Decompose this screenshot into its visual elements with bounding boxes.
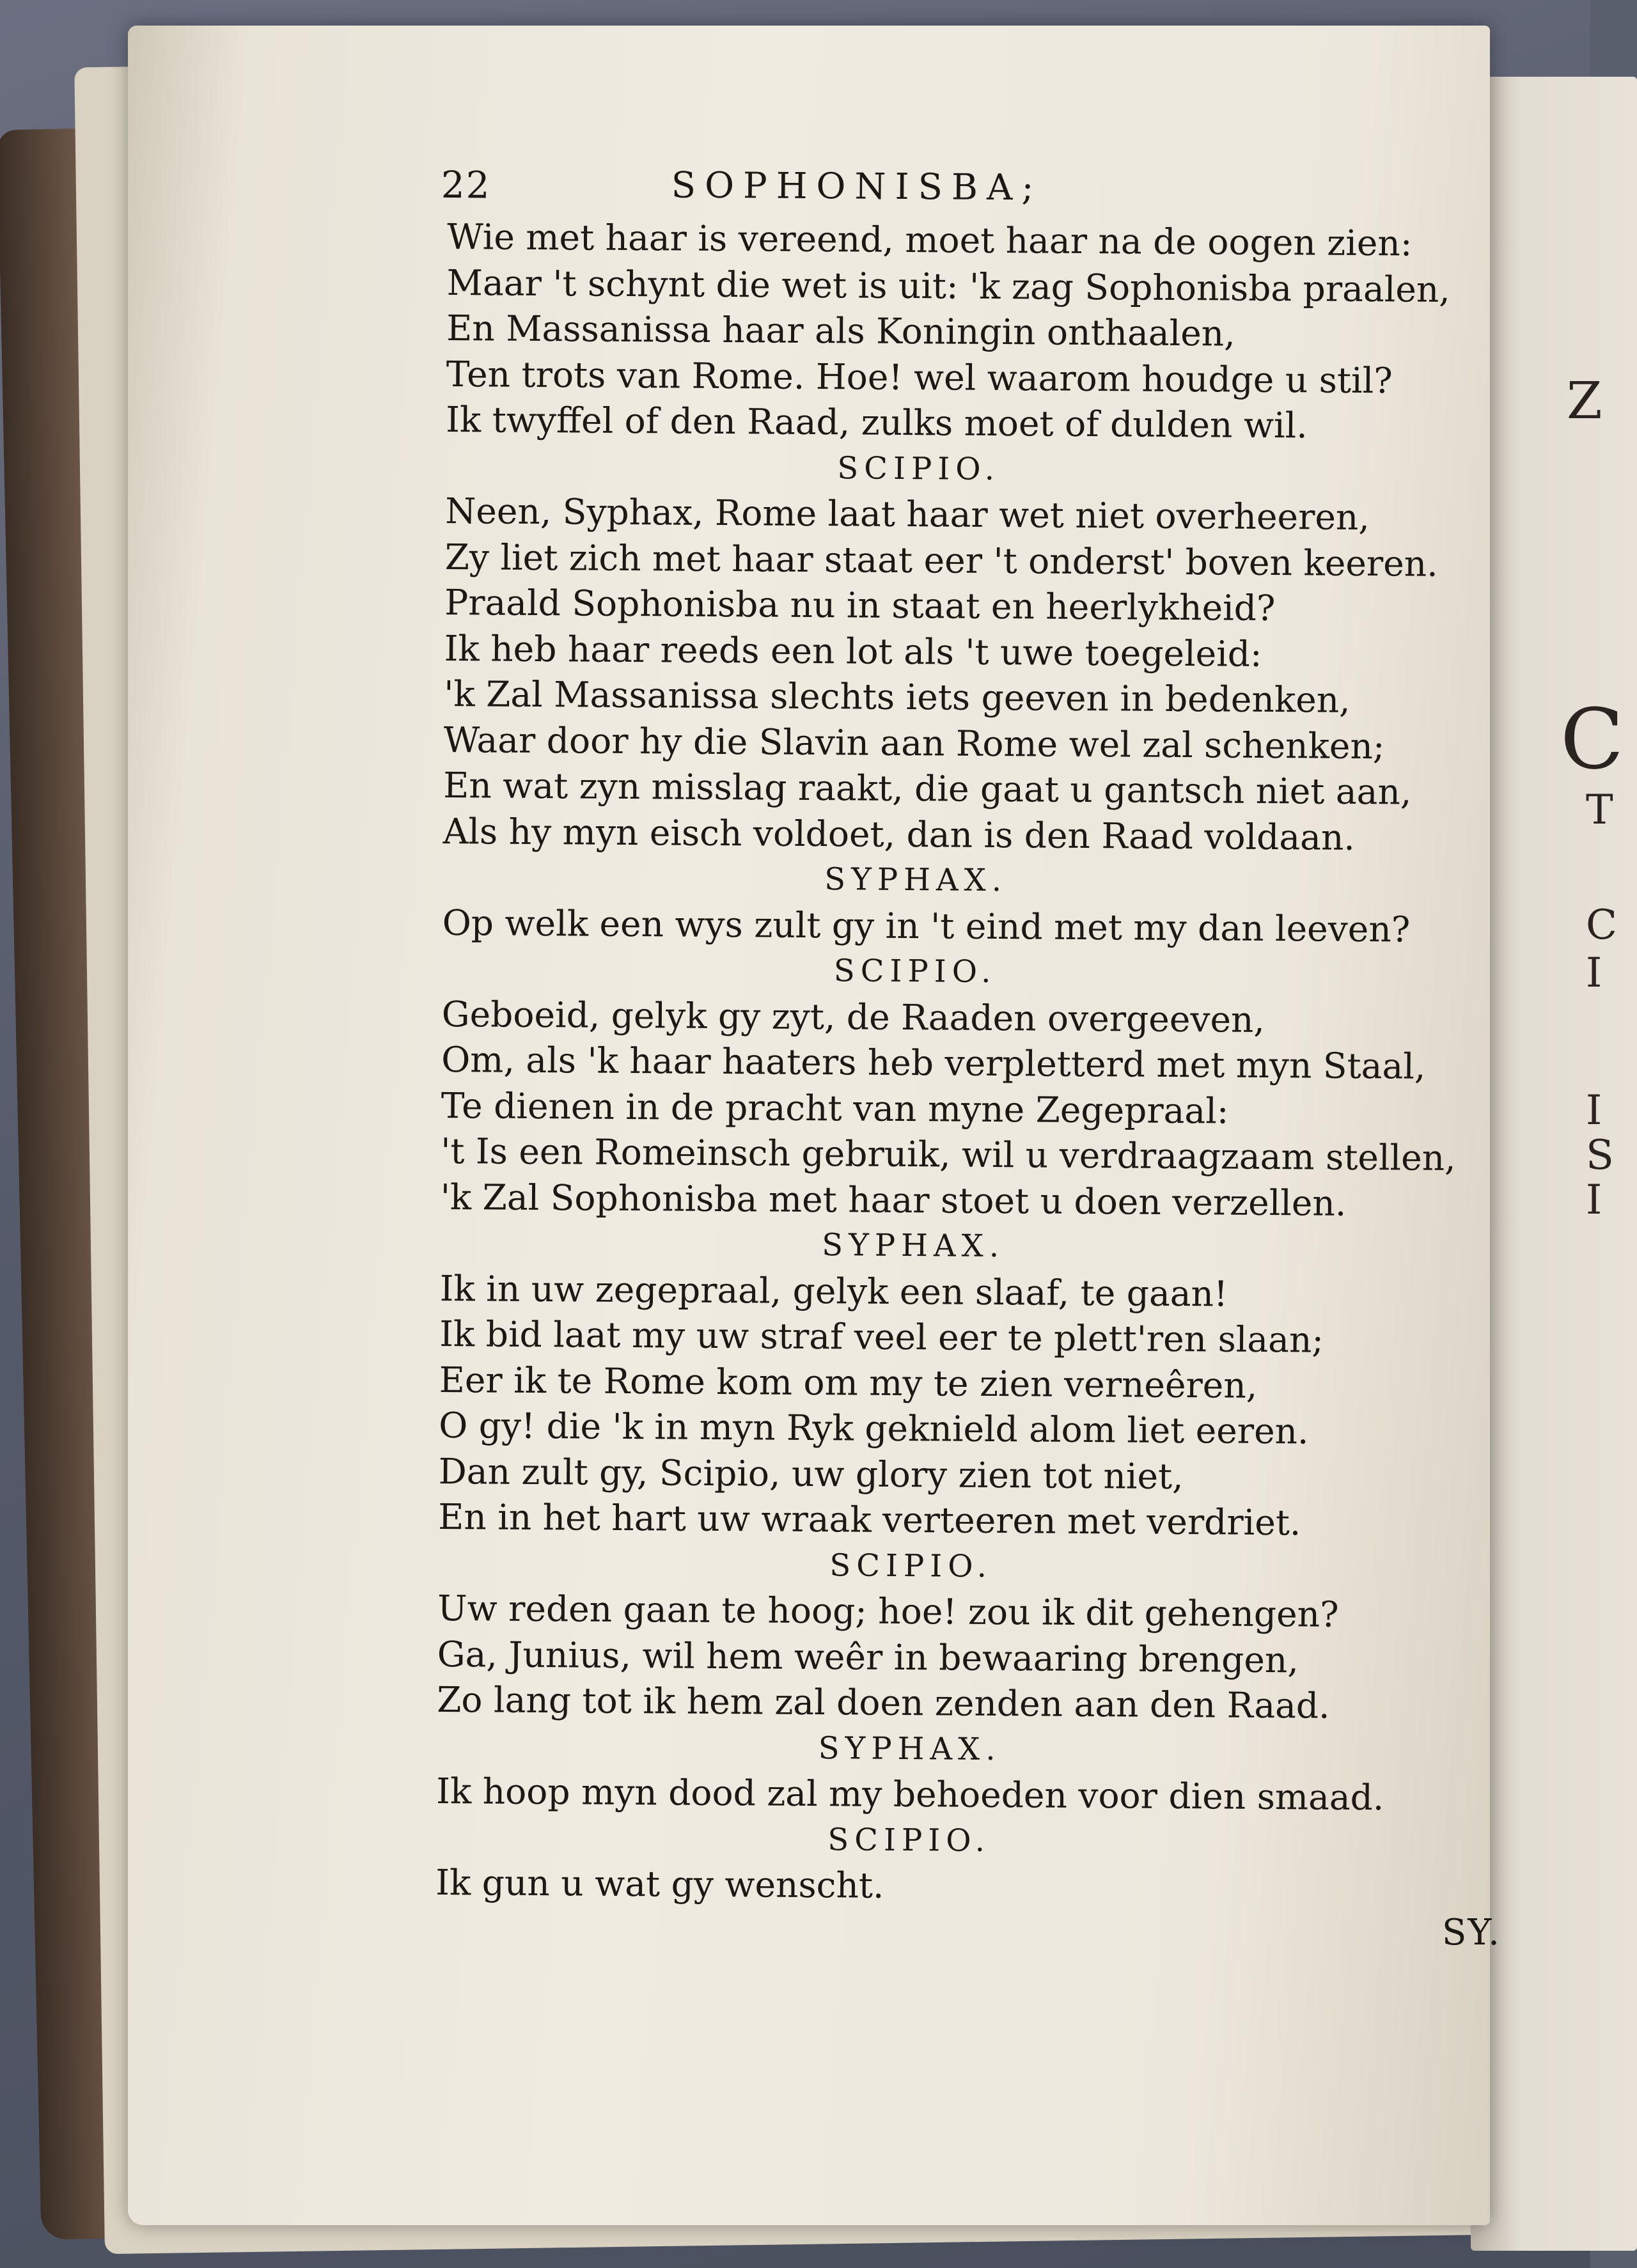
verse-line: Ik in uw zegepraal, gelyk een slaaf, te gaan! (439, 1267, 1228, 1315)
speaker-heading: SCIPIO. (829, 1547, 993, 1584)
verse-line: 'k Zal Sophonisba met haar stoet u doen verzellen. (440, 1176, 1347, 1224)
verse-line: 't Is een Romeinsch gebruik, wil u verdraagzaam stellen, (440, 1130, 1456, 1179)
speaker-heading: SYPHAX. (822, 1227, 1005, 1265)
verse-line: Ik twyffel of den Raad, zulks moet of dulden wil. (445, 398, 1308, 446)
speaker-heading: SCIPIO. (827, 1821, 991, 1859)
facing-glyph: Z (1567, 371, 1602, 430)
verse-line: Te dienen in de pracht van myne Zegepraal: (441, 1084, 1229, 1132)
verse-line: Praald Sophonisba nu in staat en heerlykheid? (444, 581, 1276, 629)
verse-line: Wie met haar is vereend, moet haar na de oogen zien: (446, 215, 1413, 264)
verse-line: Maar 't schynt die wet is uit: 'k zag Sophonisba praalen, (446, 262, 1451, 310)
verse-line: En Massanissa haar als Koningin onthaalen, (446, 307, 1235, 354)
verse-line: Dan zult gy, Scipio, uw glory zien tot niet, (438, 1450, 1184, 1497)
facing-glyph: S (1586, 1132, 1614, 1179)
verse-line: Eer ik te Rome kom om my te zien verneêren, (439, 1359, 1258, 1406)
verse-line: Op welk een wys zult gy in 't eind met my dan leeven? (442, 902, 1411, 950)
page-header (441, 163, 1484, 221)
verse-line: Om, als 'k haar haaters heb verpletterd met myn Staal, (441, 1038, 1426, 1087)
verse-line: En wat zyn misslag raakt, die gaat u gantsch niet aan, (443, 764, 1412, 813)
verse-line: Uw reden gaan te hoog; hoe! zou ik dit gehengen? (437, 1587, 1339, 1635)
facing-glyph: I (1586, 1177, 1602, 1224)
verse-line: Geboeid, gelyk gy zyt, de Raaden overgeeven, (441, 993, 1265, 1040)
verse-lines (435, 214, 1483, 1913)
facing-glyph: C (1586, 902, 1617, 949)
verse-line: Ik heb haar reeds een lot als 't uwe toegeleid: (444, 627, 1262, 675)
verse-line: Ga, Junius, wil hem weêr in bewaaring brengen, (437, 1633, 1299, 1680)
page-number: 22 (441, 162, 491, 207)
speaker-heading: SYPHAX. (818, 1730, 1001, 1767)
verse-line: Ik gun u wat gy wenscht. (435, 1861, 884, 1906)
verse-line: En in het hart uw wraak verteeren met verdriet. (437, 1496, 1301, 1544)
facing-glyph: C (1560, 691, 1624, 788)
catchword: SY. (1442, 1912, 1501, 1953)
verse-line: Als hy myn eisch voldoet, dan is den Raad voldaan. (443, 810, 1356, 858)
verse-line: Ik hoop myn dood zal my behoeden voor dien smaad. (436, 1770, 1384, 1818)
verse-line: Neen, Syphax, Rome laat haar wet niet overheeren, (444, 490, 1370, 538)
facing-glyph: I (1586, 1087, 1602, 1134)
verse-line: Ten trots van Rome. Hoe! wel waarom houdge u stil? (446, 353, 1393, 401)
page-text (435, 163, 1484, 1913)
speaker-heading: SCIPIO. (833, 953, 997, 990)
verse-line: 'k Zal Massanissa slechts iets geeven in bedenken, (443, 673, 1351, 721)
speaker-heading: SYPHAX. (824, 861, 1008, 899)
running-title: SOPHONISBA; (671, 164, 1043, 209)
facing-glyph: T (1586, 786, 1613, 834)
verse-line: Waar door hy die Slavin aan Rome wel zal schenken; (443, 719, 1385, 767)
verse-line: O gy! die 'k in myn Ryk geknield alom liet eeren. (438, 1404, 1309, 1452)
speaker-heading: SCIPIO. (837, 450, 1001, 487)
verse-line: Zo lang tot ik hem zal doen zenden aan den Raad. (437, 1678, 1330, 1726)
verse-line: Zy liet zich met haar staat eer 't onderst' boven keeren. (444, 536, 1438, 584)
facing-glyph: I (1586, 950, 1602, 997)
verse-line: Ik bid laat my uw straf veel eer te plett'ren slaan; (439, 1313, 1324, 1361)
